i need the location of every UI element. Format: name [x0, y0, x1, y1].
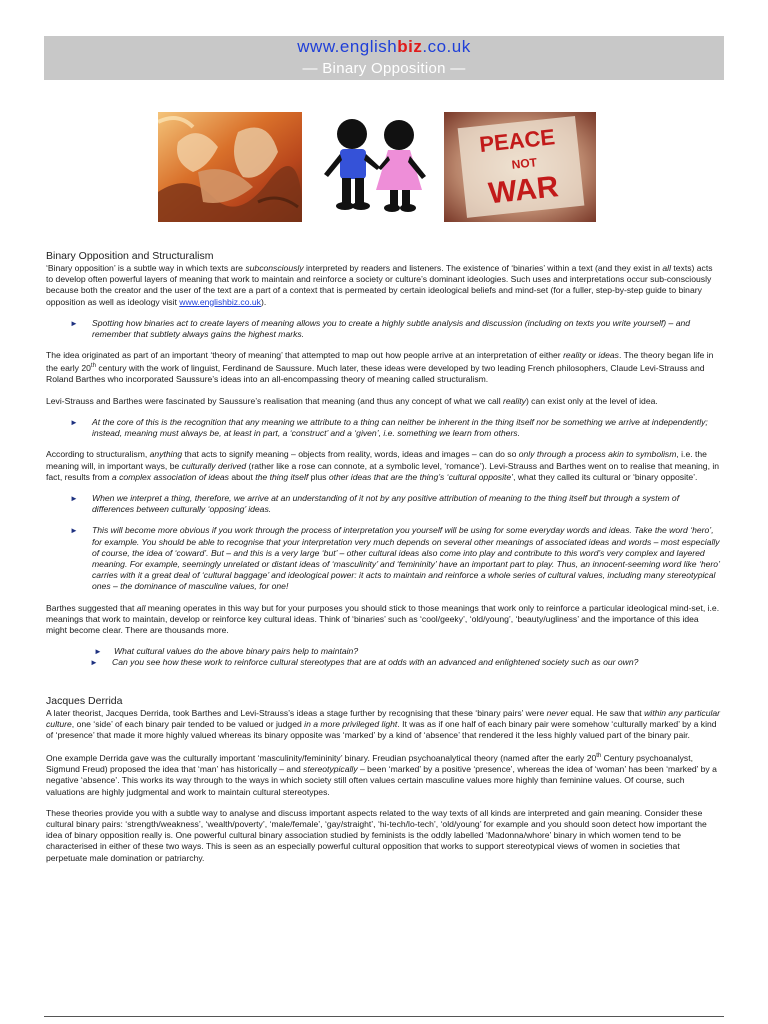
- arrow-bullet-icon: ►: [70, 318, 78, 328]
- paragraph: Barthes suggested that all meaning operates in this way but for your purposes you should stick to those meanings that work only to reinforce a particular ideological mind-set, i.e. meanings that work to maintain, develop or reinforce key cultural ideas. Think of ‘binaries’ such as ‘cool/geeky’, ‘old/young’, ‘beauty/ugliness’ and the importance of this idea might become clear. There are thousands more.: [46, 602, 720, 635]
- englishbiz-link[interactable]: www.englishbiz.co.uk: [179, 296, 261, 307]
- arrow-bullet-icon: ►: [70, 493, 78, 503]
- bullet-item: ► When we interpret a thing, therefore, we arrive at an understanding of it not by any positive attribution of meaning to the thing itself but through a system of differences between culturally ‘opposing’ ideas.: [70, 492, 680, 515]
- page-header: [44, 36, 724, 80]
- paragraph: The idea originated as part of an important ‘theory of meaning’ that attempted to map out how people arrive at an interpretation of either reality or ideas. The theory began life in the early 20th century with the work of linguist, Ferdinand de Saussure. Much later, these ideas were developed by two leading French philosophers, Claude Levi-Strauss and Roland Barthes who incorporated Saussure’s ideas into an all-encompassing theory of meaning called structuralism.: [46, 350, 714, 385]
- main-content: [46, 250, 722, 864]
- arrow-bullet-icon: ►: [70, 417, 78, 427]
- apocalyptic-painting: [158, 112, 302, 222]
- arrow-bullet-icon: ►: [94, 647, 102, 657]
- question-item: ► Can you see how these work to reinforce cultural stereotypes that are at odds with an advanced and enlightened society such as our own?: [90, 657, 639, 668]
- document-title: — Binary Opposition —: [302, 60, 466, 77]
- footer-divider: [44, 1016, 724, 1017]
- section-heading: Binary Opposition and Structuralism: [46, 250, 214, 262]
- peace-sign-word-2: NOT: [510, 155, 538, 172]
- peace-sign-word-3: WAR: [486, 170, 560, 211]
- paragraph: According to structuralism, anything that acts to signify meaning – objects from reality, words, ideas and images – can do so only through a process akin to symbolism, i.e. the meaning will, in important ways, be culturally derived (rather like a rose can connote, at a symbolic level, ‘romance’). Levi-Strauss and Barthes went on to realise that meaning, in fact, results from a complex association of ideas about the thing itself plus other ideas that are the thing’s ‘cultural opposite’, what they called its cultural or ‘binary opposite’.: [46, 449, 720, 482]
- arrow-bullet-icon: ►: [70, 526, 78, 536]
- site-url-biz: biz: [397, 37, 423, 56]
- peace-not-war-sign: [444, 112, 596, 222]
- boy-and-girl-cartoon: [304, 112, 446, 222]
- bullet-item: ► Spotting how binaries act to create layers of meaning allows you to create a highly subtle analysis and discussion (including on texts you write yourself) – and remember that subtlety always gains the highest marks.: [70, 317, 691, 340]
- paragraph: A later theorist, Jacques Derrida, took Barthes and Levi-Strauss’s ideas a stage further by recognising that these ‘binary pairs’ were never equal. He saw that within any particular culture, one ‘side’ of each binary pair tended to be valued or judged in a more privileged light. It was as if one half of each binary pair were somehow ‘culturally marked’ by a kind of ‘presence’ that made it more highly valued whereas its binary opposite was ‘marked’ by a kind of ‘absence’ that rendered it the less highly valued part of the binary pair.: [46, 707, 721, 740]
- arrow-bullet-icon: ►: [90, 658, 98, 668]
- paragraph: ‘Binary opposition’ is a subtle way in which texts are subconsciously interpreted by readers and listeners. The existence of ‘binaries’ within a text (and they exist in all texts) acts to develop often powerful layers of meaning that work to maintain and reinforce a society or culture’s dominant ideologies. Such uses and interpretations occur sub-consciously because both the creator and the user of the text are a part of a context that is permeated by certain ideological beliefs and mind-set (for a fuller, step-by-step guide to binary opposition as well as ideology visit www.englishbiz.co.uk).: [46, 263, 713, 307]
- site-url[interactable]: [44, 37, 724, 57]
- paragraph: Levi-Strauss and Barthes were fascinated by Saussure’s realisation that meaning (and thus any concept of what we call reality) can exist only at the level of idea.: [46, 395, 658, 406]
- site-url-pre: www.english: [297, 37, 398, 56]
- bullet-item: ► This will become more obvious if you work through the process of interpretation you yourself will be using for some everyday words and ideas. Take the word ‘hero’, for example. You should be able to recognise that your interpretation very much depends on several other meanings of associated ideas and words – most especially of course, the idea of ‘coward’. But – and this is a very large ‘but’ – other cultural ideas also come into play and contribute to this word’s very complex and layered meaning. For example, seemingly unrelated or distant ideas of ‘masculinity’ and ‘femininity’ have an important part to play. Thus, an innocent-seeming word like ‘hero’ carries with it a great deal of ‘cultural baggage’ and ideological power: it acts to maintain and reinforce a whole series of cultural values, including many stereotypical ones – the dominance of masculine values, for one!: [70, 525, 720, 592]
- paragraph: These theories provide you with a subtle way to analyse and discuss important aspects related to the way texts of all kinds are interpreted and gain meaning. Consider these cultural binary pairs: ‘strength/weakness’, ‘wealth/poverty’, ‘male/female’, ‘gay/straight’, ‘hi-tech/lo-tech’, ‘old/young’ for example and you should soon detect how important the idea of binary opposition really is. One powerful cultural binary association studied by feminists is the oddly labelled ‘Madonna/whore’ binary in which women tend to be characterised in either of these two ways. This is seen as an especially powerful cultural opposition that works to support stereotypical views of women in societies that perpetuate male domination or patriarchy.: [46, 807, 707, 863]
- question-item: ► What cultural values do the above binary pairs help to maintain?: [94, 646, 359, 657]
- section-heading: Jacques Derrida: [46, 694, 123, 707]
- peace-sign-word-1: PEACE: [478, 124, 557, 158]
- paragraph: One example Derrida gave was the culturally important ‘masculinity/femininity’ binary. Freudian psychoanalytical theory (named after the early 20th Century psychoanalyst, Sigmund Freud) proposed the idea that ‘man’ has historically – and stereotypically – been ‘marked’ by a positive ‘presence’, whereas the idea of ‘woman’ has been ‘marked’ by a negative ‘absence’. This works its way through to the ways in which society still often values certain masculine values more highly than feminine values. Of course, such valuations are highly judgmental and work to maintain cultural stereotypes.: [46, 753, 717, 797]
- bullet-item: ► At the core of this is the recognition that any meaning we attribute to a thing can neither be inherent in the thing itself nor be something we arrive at independently; instead, meaning must always be, at least in part, a ‘construct’ and a ‘given’, i.e. something we learn from others.: [70, 416, 708, 439]
- site-url-post: .co.uk: [422, 37, 471, 56]
